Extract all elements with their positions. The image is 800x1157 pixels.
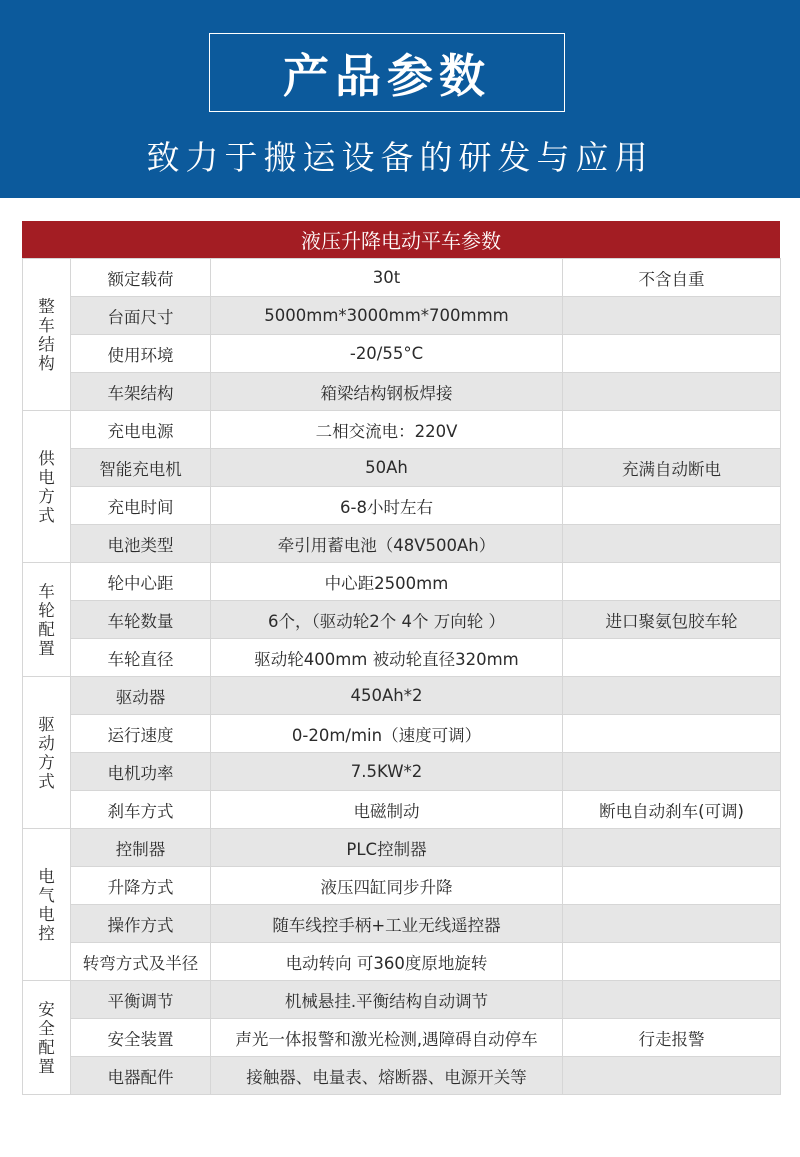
table-row — [23, 563, 781, 601]
cell-value: -20/55°C — [211, 335, 563, 373]
table-row — [23, 677, 781, 715]
table-row — [23, 905, 781, 943]
cell-param: 智能充电机 — [71, 449, 211, 487]
cell-param: 充电时间 — [71, 487, 211, 525]
cell-note — [563, 487, 781, 525]
cell-note — [563, 677, 781, 715]
cell-note — [563, 297, 781, 335]
table-row — [23, 715, 781, 753]
cell-value: 0-20m/min（速度可调） — [211, 715, 563, 753]
cell-note — [563, 715, 781, 753]
cell-value: 接触器、电量表、熔断器、电源开关等 — [211, 1057, 563, 1095]
cell-param: 升降方式 — [71, 867, 211, 905]
table-row — [23, 1019, 781, 1057]
cell-value: 6-8小时左右 — [211, 487, 563, 525]
group-label — [23, 259, 71, 411]
cell-param: 车轮直径 — [71, 639, 211, 677]
title-frame — [209, 33, 565, 112]
group-label — [23, 981, 71, 1095]
cell-note — [563, 753, 781, 791]
cell-value: 电磁制动 — [211, 791, 563, 829]
cell-value: 液压四缸同步升降 — [211, 867, 563, 905]
cell-param: 转弯方式及半径 — [71, 943, 211, 981]
cell-param: 驱动器 — [71, 677, 211, 715]
table-row — [23, 943, 781, 981]
cell-note — [563, 905, 781, 943]
cell-note: 充满自动断电 — [563, 449, 781, 487]
table-row — [23, 829, 781, 867]
table-title: 液压升降电动平车参数 — [22, 221, 780, 258]
cell-param: 电器配件 — [71, 1057, 211, 1095]
cell-param: 使用环境 — [71, 335, 211, 373]
cell-param: 平衡调节 — [71, 981, 211, 1019]
cell-param: 充电电源 — [71, 411, 211, 449]
cell-value: 6个，（驱动轮2个 4个 万向轮 ） — [211, 601, 563, 639]
table-row — [23, 1057, 781, 1095]
cell-note — [563, 867, 781, 905]
cell-note — [563, 639, 781, 677]
table-row — [23, 753, 781, 791]
cell-note — [563, 1057, 781, 1095]
table-row — [23, 981, 781, 1019]
cell-value: 5000mm*3000mm*700mmm — [211, 297, 563, 335]
cell-note: 不含自重 — [563, 259, 781, 297]
cell-param: 车轮数量 — [71, 601, 211, 639]
cell-param: 电机功率 — [71, 753, 211, 791]
cell-param: 电池类型 — [71, 525, 211, 563]
table-row — [23, 411, 781, 449]
table-row — [23, 791, 781, 829]
cell-note — [563, 943, 781, 981]
group-label — [23, 829, 71, 981]
cell-param: 额定载荷 — [71, 259, 211, 297]
header-banner — [0, 0, 800, 198]
cell-value: 7.5KW*2 — [211, 753, 563, 791]
cell-value: PLC控制器 — [211, 829, 563, 867]
cell-value: 二相交流电：220V — [211, 411, 563, 449]
table-row — [23, 373, 781, 411]
cell-value: 箱梁结构钢板焊接 — [211, 373, 563, 411]
group-label — [23, 411, 71, 563]
group-label-text: 安全配置 — [38, 999, 55, 1076]
group-label-text: 供电方式 — [38, 448, 55, 525]
cell-note: 断电自动刹车(可调) — [563, 791, 781, 829]
page-title: 产品参数 — [283, 48, 491, 103]
cell-value: 电动转向 可360度原地旋转 — [211, 943, 563, 981]
spec-table — [22, 221, 780, 1095]
cell-value: 机械悬挂.平衡结构自动调节 — [211, 981, 563, 1019]
cell-param: 安全装置 — [71, 1019, 211, 1057]
group-label-text: 车轮配置 — [38, 581, 55, 658]
table-row — [23, 601, 781, 639]
cell-value: 牵引用蓄电池（48V500Ah） — [211, 525, 563, 563]
cell-value: 随车线控手柄+工业无线遥控器 — [211, 905, 563, 943]
page-subtitle: 致力于搬运设备的研发与应用 — [146, 138, 654, 177]
group-label-text: 整车结构 — [38, 296, 55, 373]
cell-note: 行走报警 — [563, 1019, 781, 1057]
cell-value: 中心距2500mm — [211, 563, 563, 601]
table-row — [23, 525, 781, 563]
cell-param: 控制器 — [71, 829, 211, 867]
cell-note — [563, 981, 781, 1019]
cell-note — [563, 335, 781, 373]
cell-param: 轮中心距 — [71, 563, 211, 601]
group-label — [23, 677, 71, 829]
group-label-text: 电气电控 — [38, 866, 55, 943]
table-row — [23, 259, 781, 297]
table-row — [23, 335, 781, 373]
cell-param: 台面尺寸 — [71, 297, 211, 335]
cell-param: 刹车方式 — [71, 791, 211, 829]
table-row — [23, 639, 781, 677]
cell-note — [563, 525, 781, 563]
table-row — [23, 297, 781, 335]
cell-note — [563, 411, 781, 449]
cell-value: 450Ah*2 — [211, 677, 563, 715]
group-label — [23, 563, 71, 677]
cell-value: 驱动轮400mm 被动轮直径320mm — [211, 639, 563, 677]
cell-value: 声光一体报警和激光检测,遇障碍自动停车 — [211, 1019, 563, 1057]
table-row — [23, 487, 781, 525]
table-row — [23, 867, 781, 905]
cell-note — [563, 563, 781, 601]
table-row — [23, 449, 781, 487]
group-label-text: 驱动方式 — [38, 714, 55, 791]
cell-value: 50Ah — [211, 449, 563, 487]
cell-param: 车架结构 — [71, 373, 211, 411]
cell-param: 运行速度 — [71, 715, 211, 753]
cell-param: 操作方式 — [71, 905, 211, 943]
cell-note: 进口聚氨包胶车轮 — [563, 601, 781, 639]
cell-note — [563, 829, 781, 867]
cell-note — [563, 373, 781, 411]
spec-grid — [22, 258, 781, 1095]
cell-value: 30t — [211, 259, 563, 297]
